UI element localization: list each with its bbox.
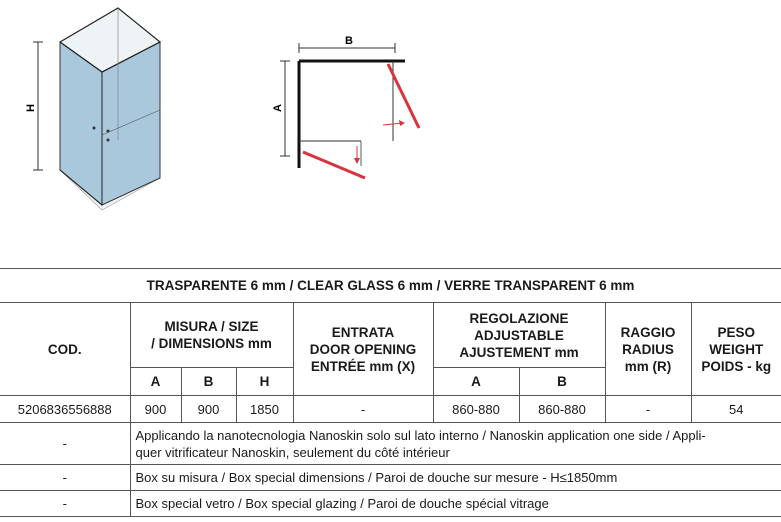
option-text: Applicando la nanotecnologia Nanoskin solo sul lato interno / Nanoskin application one side / Appli- quer vitrificateur Nanoskin, seulement du côté intérieur <box>130 423 781 465</box>
cell-h: 1850 <box>236 396 293 423</box>
width-a-label: A <box>272 104 284 112</box>
cell-reg-a: 860-880 <box>433 396 519 423</box>
header-misura: MISURA / SIZE / DIMENSIONS mm <box>130 303 293 368</box>
header-entrata: ENTRATA DOOR OPENING ENTRÉE mm (X) <box>293 303 433 396</box>
subheader-reg-a: A <box>433 368 519 396</box>
option-text: Box su misura / Box special dimensions / Paroi de douche sur mesure - H≤1850mm <box>130 465 781 491</box>
cell-cod: 5206836556888 <box>0 396 130 423</box>
option-cod: - <box>0 423 130 465</box>
cell-a: 900 <box>130 396 181 423</box>
cell-peso: 54 <box>691 396 781 423</box>
option-cod: - <box>0 465 130 491</box>
header-regolazione: REGOLAZIONE ADJUSTABLE AJUSTEMENT mm <box>433 303 605 368</box>
table-title: TRASPARENTE 6 mm / CLEAR GLASS 6 mm / VERRE TRANSPARENT 6 mm <box>0 269 781 303</box>
table-row-option <box>0 423 781 465</box>
table-row-option <box>0 491 781 517</box>
cell-raggio: - <box>605 396 691 423</box>
header-peso: PESO WEIGHT POIDS - kg <box>691 303 781 396</box>
header-cod: COD. <box>0 303 130 396</box>
subheader-h: H <box>236 368 293 396</box>
spec-table <box>0 268 781 517</box>
subheader-b: B <box>181 368 236 396</box>
shower-box-3d-diagram <box>20 0 180 215</box>
option-text: Box special vetro / Box special glazing / Paroi de douche spécial vitrage <box>130 491 781 517</box>
subheader-a: A <box>130 368 181 396</box>
subheader-reg-b: B <box>519 368 605 396</box>
height-label: H <box>25 104 37 112</box>
header-raggio: RAGGIO RADIUS mm (R) <box>605 303 691 396</box>
top-view-diagram <box>265 28 435 188</box>
width-b-label: B <box>345 35 353 47</box>
cell-reg-b: 860-880 <box>519 396 605 423</box>
cell-entrata: - <box>293 396 433 423</box>
table-row-option <box>0 465 781 491</box>
cell-b: 900 <box>181 396 236 423</box>
table-row-main <box>0 396 781 423</box>
option-cod: - <box>0 491 130 517</box>
